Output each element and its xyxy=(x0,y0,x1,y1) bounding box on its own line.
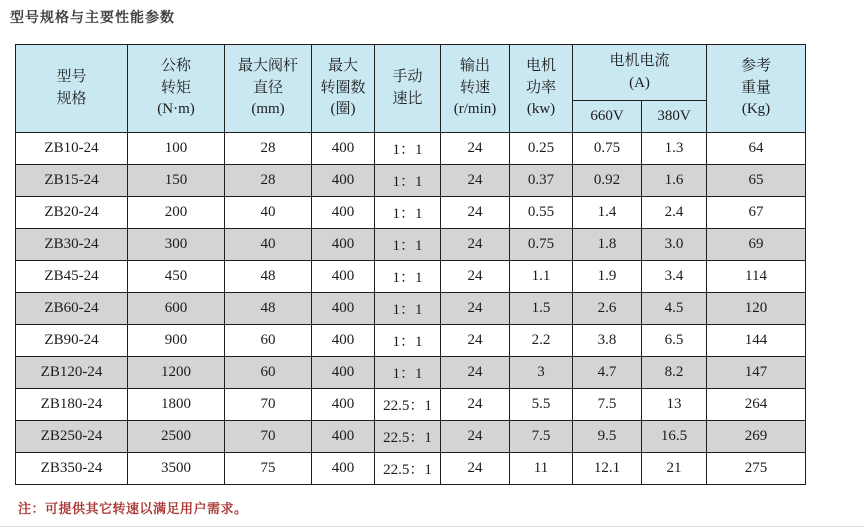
cell-torque: 100 xyxy=(128,133,225,165)
cell-model: ZB45-24 xyxy=(16,261,128,293)
cell-max-turns: 400 xyxy=(312,165,375,197)
col-header-max-turns: 最大 转圈数 (圈) xyxy=(312,45,375,133)
table-row xyxy=(16,453,806,485)
cell-output-speed: 24 xyxy=(441,293,510,325)
cell-stem-diameter: 70 xyxy=(225,389,312,421)
cell-manual-ratio: 1：1 xyxy=(375,325,441,357)
cell-motor-power: 0.55 xyxy=(510,197,573,229)
cell-model: ZB15-24 xyxy=(16,165,128,197)
table-row xyxy=(16,133,806,165)
cell-output-speed: 24 xyxy=(441,197,510,229)
table-header xyxy=(16,45,806,133)
cell-max-turns: 400 xyxy=(312,453,375,485)
cell-weight: 67 xyxy=(707,197,806,229)
cell-current-380v: 16.5 xyxy=(642,421,707,453)
cell-torque: 1200 xyxy=(128,357,225,389)
cell-weight: 64 xyxy=(707,133,806,165)
table-row xyxy=(16,261,806,293)
cell-max-turns: 400 xyxy=(312,133,375,165)
cell-current-380v: 6.5 xyxy=(642,325,707,357)
cell-motor-power: 0.37 xyxy=(510,165,573,197)
cell-output-speed: 24 xyxy=(441,453,510,485)
page-title: 型号规格与主要性能参数 xyxy=(10,9,175,25)
cell-max-turns: 400 xyxy=(312,197,375,229)
cell-stem-diameter: 75 xyxy=(225,453,312,485)
cell-weight: 65 xyxy=(707,165,806,197)
table-row xyxy=(16,325,806,357)
cell-max-turns: 400 xyxy=(312,325,375,357)
cell-stem-diameter: 28 xyxy=(225,133,312,165)
cell-output-speed: 24 xyxy=(441,261,510,293)
cell-torque: 3500 xyxy=(128,453,225,485)
cell-model: ZB350-24 xyxy=(16,453,128,485)
cell-motor-power: 0.25 xyxy=(510,133,573,165)
cell-torque: 900 xyxy=(128,325,225,357)
cell-current-660v: 7.5 xyxy=(573,389,642,421)
spec-table xyxy=(15,44,806,485)
col-header-motor-current-group: 电机电流 (A) xyxy=(573,45,707,101)
cell-model: ZB10-24 xyxy=(16,133,128,165)
cell-current-380v: 4.5 xyxy=(642,293,707,325)
cell-model: ZB60-24 xyxy=(16,293,128,325)
cell-motor-power: 11 xyxy=(510,453,573,485)
cell-motor-power: 3 xyxy=(510,357,573,389)
cell-stem-diameter: 70 xyxy=(225,421,312,453)
cell-output-speed: 24 xyxy=(441,389,510,421)
table-body xyxy=(16,133,806,485)
cell-weight: 275 xyxy=(707,453,806,485)
col-header-stem-diameter: 最大阀杆 直径 (mm) xyxy=(225,45,312,133)
cell-manual-ratio: 1：1 xyxy=(375,293,441,325)
cell-torque: 1800 xyxy=(128,389,225,421)
cell-model: ZB20-24 xyxy=(16,197,128,229)
cell-torque: 450 xyxy=(128,261,225,293)
cell-weight: 269 xyxy=(707,421,806,453)
cell-motor-power: 0.75 xyxy=(510,229,573,261)
col-header-380v: 380V xyxy=(642,101,707,133)
cell-model: ZB30-24 xyxy=(16,229,128,261)
cell-max-turns: 400 xyxy=(312,389,375,421)
cell-stem-diameter: 40 xyxy=(225,229,312,261)
cell-stem-diameter: 48 xyxy=(225,293,312,325)
cell-current-380v: 3.4 xyxy=(642,261,707,293)
cell-manual-ratio: 1：1 xyxy=(375,357,441,389)
cell-current-380v: 21 xyxy=(642,453,707,485)
cell-output-speed: 24 xyxy=(441,229,510,261)
cell-manual-ratio: 1：1 xyxy=(375,229,441,261)
cell-current-660v: 4.7 xyxy=(573,357,642,389)
cell-motor-power: 7.5 xyxy=(510,421,573,453)
cell-weight: 264 xyxy=(707,389,806,421)
cell-motor-power: 5.5 xyxy=(510,389,573,421)
cell-max-turns: 400 xyxy=(312,421,375,453)
col-header-output-speed: 输出 转速 (r/min) xyxy=(441,45,510,133)
cell-torque: 150 xyxy=(128,165,225,197)
cell-weight: 147 xyxy=(707,357,806,389)
col-header-manual-ratio: 手动 速比 xyxy=(375,45,441,133)
cell-max-turns: 400 xyxy=(312,293,375,325)
cell-current-380v: 2.4 xyxy=(642,197,707,229)
cell-current-660v: 9.5 xyxy=(573,421,642,453)
cell-manual-ratio: 1：1 xyxy=(375,165,441,197)
cell-current-380v: 1.6 xyxy=(642,165,707,197)
cell-model: ZB90-24 xyxy=(16,325,128,357)
table-row xyxy=(16,229,806,261)
cell-stem-diameter: 40 xyxy=(225,197,312,229)
table-row xyxy=(16,197,806,229)
cell-manual-ratio: 22.5：1 xyxy=(375,421,441,453)
cell-torque: 2500 xyxy=(128,421,225,453)
cell-current-660v: 0.92 xyxy=(573,165,642,197)
cell-output-speed: 24 xyxy=(441,133,510,165)
cell-current-660v: 0.75 xyxy=(573,133,642,165)
cell-torque: 600 xyxy=(128,293,225,325)
table-row xyxy=(16,421,806,453)
cell-current-660v: 3.8 xyxy=(573,325,642,357)
cell-motor-power: 2.2 xyxy=(510,325,573,357)
cell-motor-power: 1.1 xyxy=(510,261,573,293)
cell-output-speed: 24 xyxy=(441,325,510,357)
cell-current-660v: 1.9 xyxy=(573,261,642,293)
cell-torque: 300 xyxy=(128,229,225,261)
col-header-model: 型号 规格 xyxy=(16,45,128,133)
cell-current-660v: 1.4 xyxy=(573,197,642,229)
cell-weight: 69 xyxy=(707,229,806,261)
cell-max-turns: 400 xyxy=(312,261,375,293)
cell-model: ZB250-24 xyxy=(16,421,128,453)
col-header-motor-power: 电机 功率 (kw) xyxy=(510,45,573,133)
cell-stem-diameter: 60 xyxy=(225,357,312,389)
cell-stem-diameter: 28 xyxy=(225,165,312,197)
cell-manual-ratio: 1：1 xyxy=(375,261,441,293)
cell-model: ZB180-24 xyxy=(16,389,128,421)
cell-current-660v: 12.1 xyxy=(573,453,642,485)
table-row xyxy=(16,165,806,197)
cell-manual-ratio: 1：1 xyxy=(375,197,441,229)
col-header-weight: 参考 重量 (Kg) xyxy=(707,45,806,133)
footnote: 注：可提供其它转速以满足用户需求。 xyxy=(18,501,248,516)
table-row xyxy=(16,389,806,421)
cell-motor-power: 1.5 xyxy=(510,293,573,325)
cell-output-speed: 24 xyxy=(441,165,510,197)
cell-max-turns: 400 xyxy=(312,229,375,261)
cell-output-speed: 24 xyxy=(441,357,510,389)
cell-stem-diameter: 60 xyxy=(225,325,312,357)
cell-output-speed: 24 xyxy=(441,421,510,453)
cell-current-380v: 1.3 xyxy=(642,133,707,165)
cell-max-turns: 400 xyxy=(312,357,375,389)
cell-manual-ratio: 1：1 xyxy=(375,133,441,165)
cell-current-660v: 1.8 xyxy=(573,229,642,261)
cell-current-380v: 3.0 xyxy=(642,229,707,261)
table-row xyxy=(16,293,806,325)
col-header-660v: 660V xyxy=(573,101,642,133)
cell-weight: 114 xyxy=(707,261,806,293)
bottom-divider xyxy=(0,526,864,527)
cell-current-660v: 2.6 xyxy=(573,293,642,325)
table-row xyxy=(16,357,806,389)
cell-weight: 120 xyxy=(707,293,806,325)
cell-current-380v: 8.2 xyxy=(642,357,707,389)
cell-torque: 200 xyxy=(128,197,225,229)
cell-current-380v: 13 xyxy=(642,389,707,421)
cell-manual-ratio: 22.5：1 xyxy=(375,389,441,421)
cell-model: ZB120-24 xyxy=(16,357,128,389)
cell-weight: 144 xyxy=(707,325,806,357)
col-header-torque: 公称 转矩 (N·m) xyxy=(128,45,225,133)
cell-stem-diameter: 48 xyxy=(225,261,312,293)
cell-manual-ratio: 22.5：1 xyxy=(375,453,441,485)
